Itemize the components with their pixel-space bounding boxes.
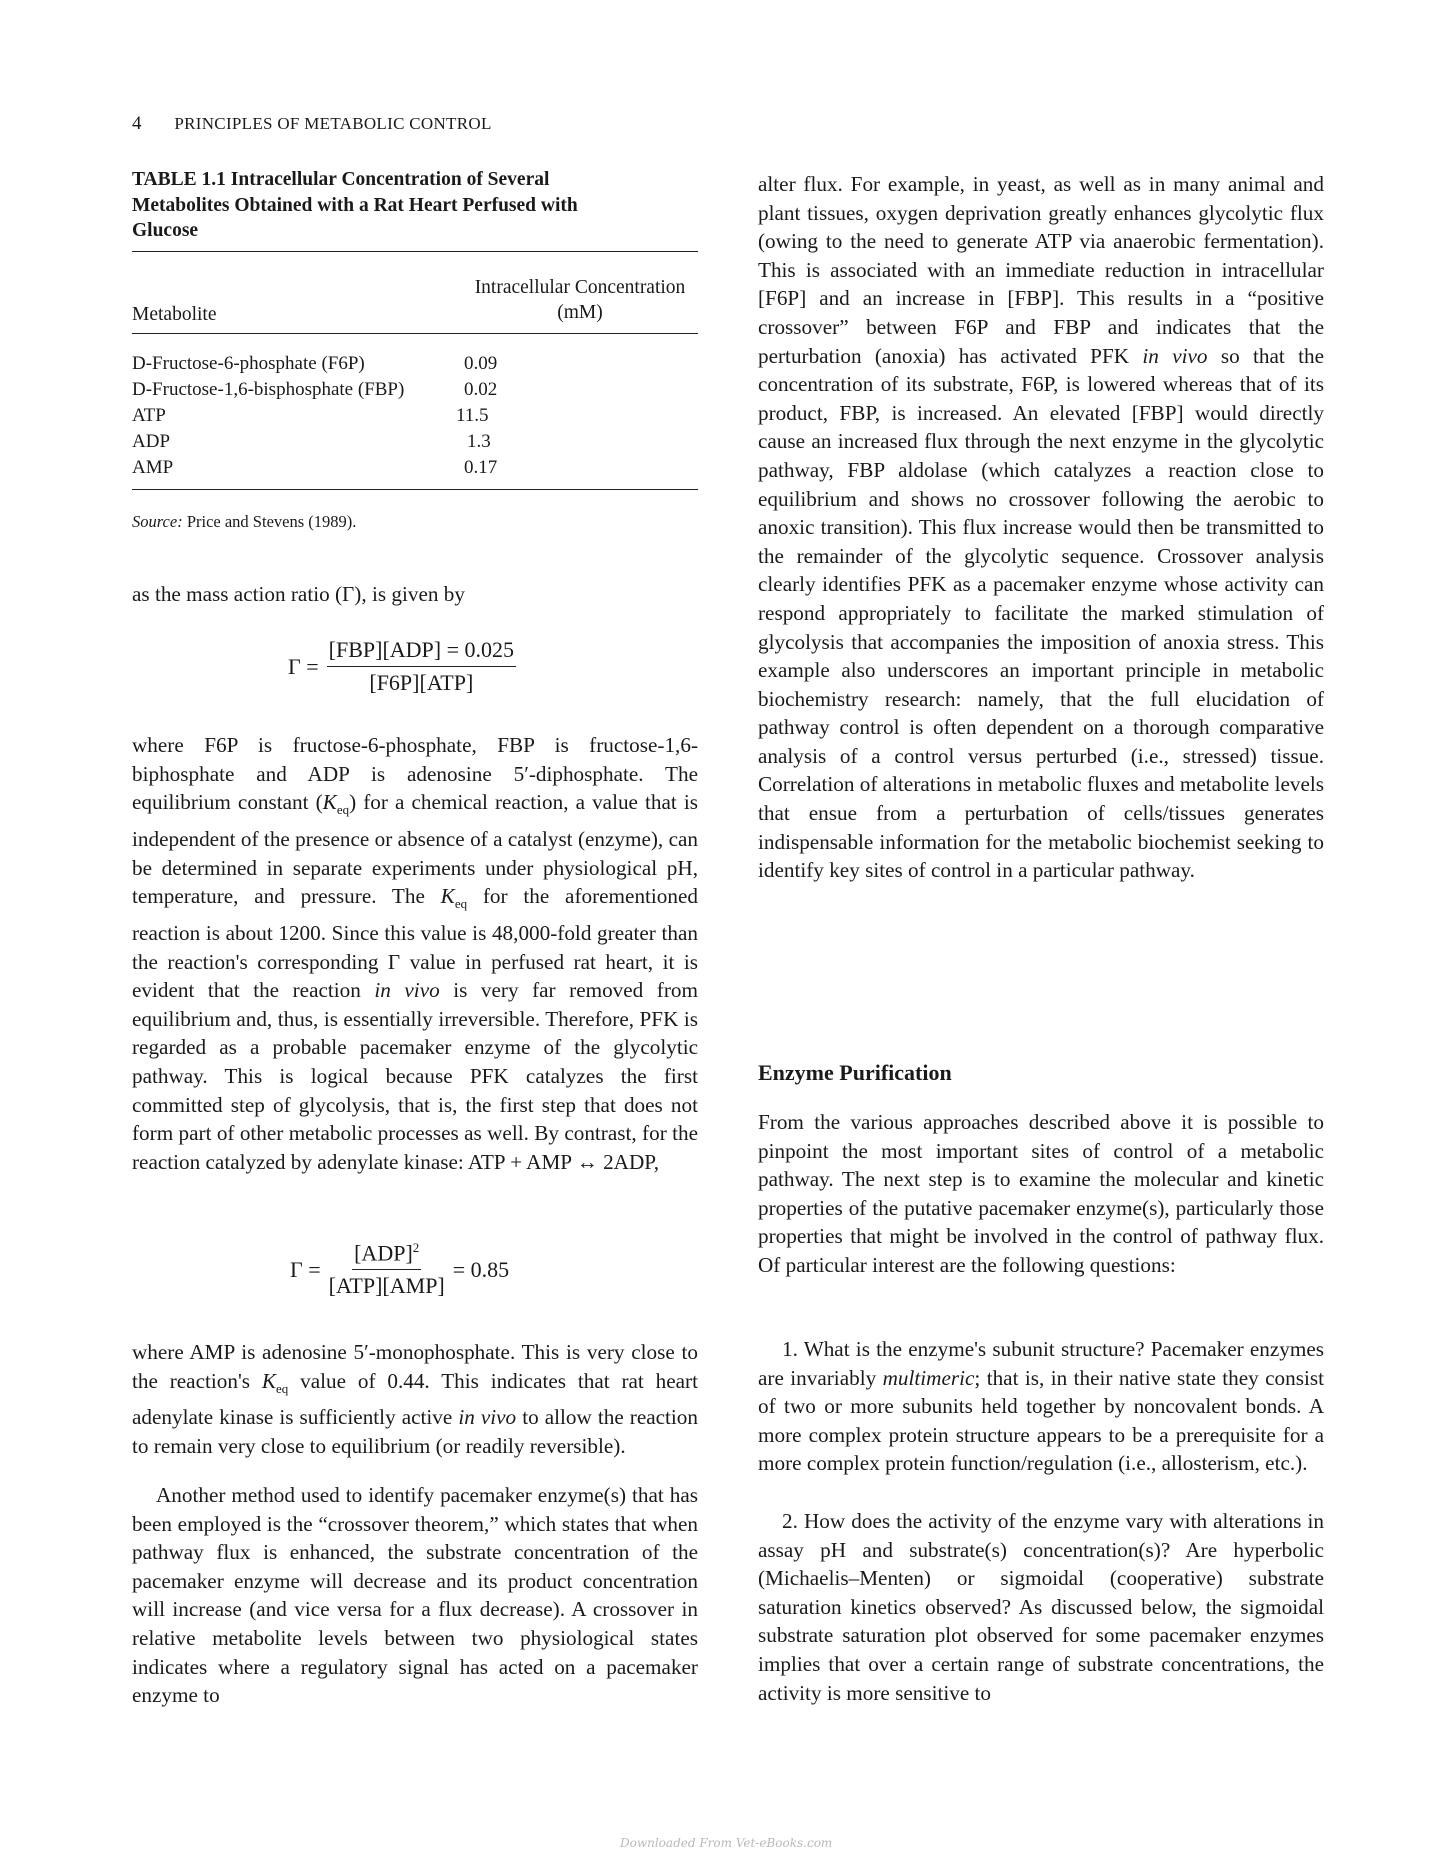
left-paragraph-2: where F6P is fructose-6-phosphate, FBP is fructose-1,6-biphosphate and ADP is adenosine 5′-diphosphate. The equilibrium constant $(K_{eq})$ for a chemical reaction, a value that is independent of the presence or absence of a catalyst (enzyme), can be determined in separate experiments under physiological pH, temperature, and pressure. The $K_{eq}$ for the aforementioned reaction is about 1200. Since this value is 48,000-fold greater than the reaction's corresponding Γ value in perfused rat heart, it is evident that the reaction in vivo is very far removed from equilibrium and, thus, is essentially irreversible. Therefore, PFK is regarded as a probable pacemaker enzyme of the glycolytic pathway. This is logical because PFK catalyzes the first committed step of glycolysis, that is, the first step that does not form part of other metabolic processes as well. By contrast, for the reaction catalyzed by adenylate kinase: ATP + AMP ↔ 2ADP,	[132, 733, 698, 1174]
equation-1-numerator: [FBP][ADP]	[328, 637, 442, 662]
table-header-concentration-line1: Intracellular Concentration	[474, 277, 686, 298]
table-cell-value: 0.02	[464, 379, 498, 400]
equation-adenylate-kinase	[290, 1240, 509, 1299]
left-paragraph-4: Another method used to identify pacemaker enzyme(s) that has been employed is the “crossover theorem,” which states that when pathway flux is enhanced, the substrate concentration of the pacemaker enzyme will decrease and its product concentration will increase (and vice versa for a flux decrease). A crossover in relative metabolite levels between two physiological states indicates where a regulatory signal has acted on a pacemaker enzyme to	[132, 1483, 698, 1708]
equation-2-lhs: Γ =	[290, 1256, 321, 1282]
table-cell-metabolite: ATP	[132, 405, 166, 426]
table-header-concentration-line2: (mM)	[557, 302, 603, 323]
table-row	[132, 351, 365, 377]
equation-2-rhs: = 0.85	[452, 1256, 510, 1282]
right-paragraph-1: alter flux. For example, in yeast, as well as in many animal and plant tissues, oxygen deprivation greatly enhances glycolytic flux (owing to the need to generate ATP via anaerobic fermentation). This is associated with an immediate reduction in intracellular [F6P] and an increase in [FBP]. This results in a “positive crossover” between F6P and FBP and indicates that the perturbation (anoxia) has activated PFK in vivo so that the concentration of its substrate, F6P, is lowered whereas that of its product, FBP, is increased. An elevated [FBP] would directly cause an increased flux through the next enzyme in the glycolytic pathway, FBP aldolase (which catalyzes a reaction close to equilibrium and shows no crossover following the aerobic to anoxic transition). This flux increase would then be transmitted to the remainder of the glycolytic sequence. Crossover analysis clearly identifies PFK as a pacemaker enzyme whose activity can respond appropriately to facilitate the marked stimulation of glycolysis that accompanies the imposition of anoxia stress. This example also underscores an important principle in metabolic biochemistry research: namely, that the full elucidation of pathway control is often dependent on a thorough comparative analysis of a control versus perturbed (i.e., stressed) tissue. Correlation of alterations in metabolic fluxes and metabolite levels that ensue from a perturbation of cells/tissues generates indispensable information for the metabolic biochemist seeking to identify key sites of control in a particular pathway.	[758, 172, 1325, 883]
table-source-label: Source:	[132, 512, 183, 531]
table-header-concentration	[460, 275, 700, 325]
running-title: PRINCIPLES OF METABOLIC CONTROL	[174, 114, 492, 133]
table-row	[132, 403, 166, 429]
table-cell-metabolite: AMP	[132, 457, 174, 478]
table-cell-value: 0.17	[464, 457, 498, 478]
table-cell-metabolite: ADP	[132, 431, 171, 452]
question-1: 1. What is the enzyme's subunit structure? Pacemaker enzymes are invariably multimeric; that is, in their native state they consist of two or more subunits held together by noncovalent bonds. A more complex protein structure appears to be a prerequisite for a more complex protein function/regulation (i.e., allosterism, etc.).	[758, 1337, 1324, 1476]
table-cell-value: 0.09	[464, 353, 498, 374]
table-header-metabolite: Metabolite	[132, 304, 217, 325]
equation-1-denominator: [F6P][ATP]	[369, 670, 474, 695]
table-source	[132, 512, 356, 532]
table-cell-prefix: D	[132, 379, 146, 400]
page-number: 4	[132, 113, 142, 134]
table-cell-metabolite: -Fructose-1,6-bisphosphate (FBP)	[145, 379, 405, 400]
equation-2-fraction	[329, 1240, 445, 1299]
question-2: 2. How does the activity of the enzyme vary with alterations in assay pH and substrate(s) concentration(s)? Are hyperbolic (Michaelis–Menten) or sigmoidal (cooperative) substrate saturation kinetics observed? As discussed below, the sigmoidal substrate saturation plot observed for some pacemaker enzymes implies that over a certain range of substrate concentrations, the activity is more sensitive to	[758, 1509, 1324, 1705]
table-cell-value: 11.5	[456, 405, 489, 426]
table-row	[132, 377, 404, 403]
equation-2-denominator: [ATP][AMP]	[328, 1273, 445, 1299]
equation-2-numerator: [ADP]	[354, 1240, 413, 1266]
equation-1-fraction	[327, 637, 516, 696]
equation-1-rhs: = 0.025	[446, 637, 515, 662]
table-header-rule	[132, 333, 698, 334]
right-paragraph-2: From the various approaches described above it is possible to pinpoint the most important sites of control of a metabolic pathway. The next step is to examine the molecular and kinetic properties of the putative pacemaker enzyme(s), particularly those properties that might be involved in the control of pathway flux. Of particular interest are the following questions:	[758, 1110, 1324, 1277]
equation-2-exponent: 2	[412, 1240, 420, 1255]
section-heading-enzyme-purification: Enzyme Purification	[758, 1060, 952, 1085]
table-bottom-rule	[132, 489, 698, 490]
table-row	[132, 429, 170, 455]
table-cell-value: 1.3	[467, 431, 491, 452]
left-paragraph-1: as the mass action ratio (Γ), is given by	[132, 582, 465, 606]
table-row	[132, 455, 173, 481]
table-cell-prefix: D	[132, 353, 146, 374]
watermark: Downloaded From Vet-eBooks.com	[620, 1836, 833, 1850]
table-source-text: Price and Stevens (1989).	[182, 512, 357, 531]
equation-mass-action-ratio	[288, 637, 524, 696]
equation-1-lhs: Γ =	[288, 653, 319, 679]
left-paragraph-3: where AMP is adenosine 5′-monophosphate. This is very close to the reaction's $K_{eq}$ value of 0.44. This indicates that rat heart adenylate kinase is sufficiently active in vivo to allow the reaction to remain very close to equilibrium (or readily reversible).	[132, 1340, 698, 1459]
table-caption: TABLE 1.1 Intracellular Concentration of Several Metabolites Obtained with a Rat Heart Perfused with Glucose	[132, 169, 578, 241]
running-header	[132, 113, 492, 135]
table-top-rule	[132, 251, 698, 252]
table-cell-metabolite: -Fructose-6-phosphate (F6P)	[145, 353, 365, 374]
